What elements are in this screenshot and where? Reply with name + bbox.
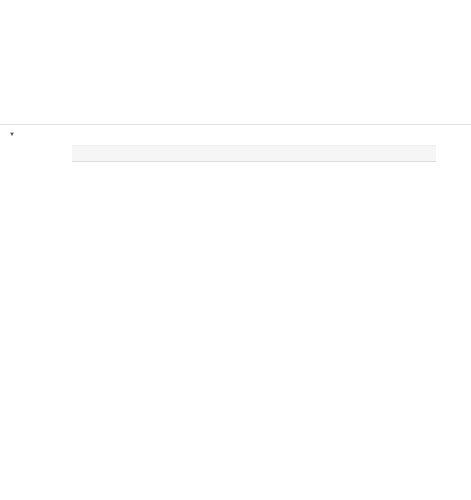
compile-sources-list [0,0,471,121]
section-divider [0,124,471,125]
disclosure-triangle-icon[interactable]: ▼ [9,132,15,138]
libraries-table [72,145,436,162]
link-binary-phase-header[interactable] [0,128,471,142]
table-header [72,145,436,162]
